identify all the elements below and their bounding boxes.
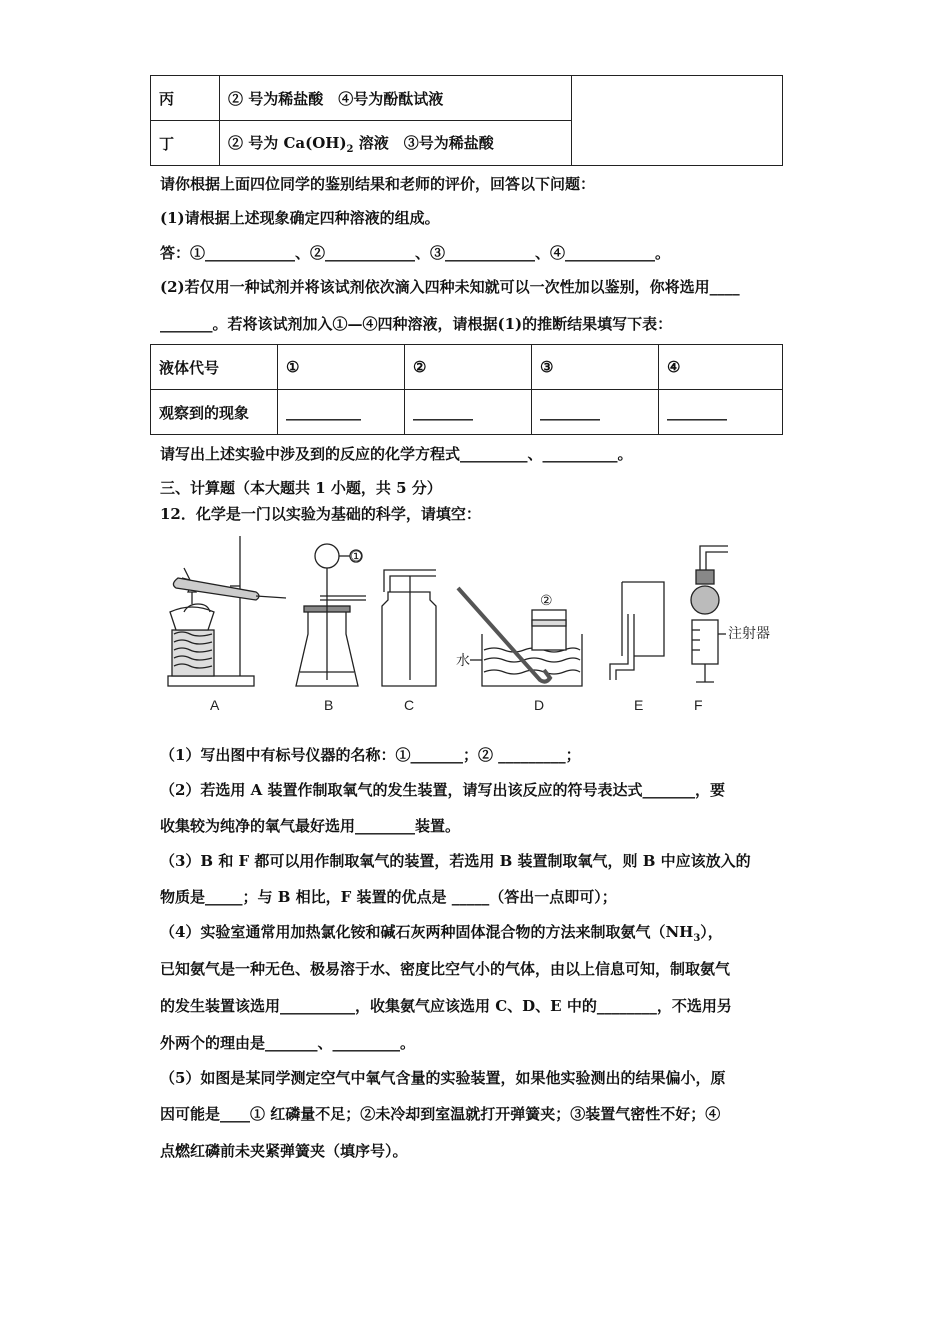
part-5-line2: 因可能是____① 红磷量不足；②未冷却到室温就打开弹簧夹；③装置气密性不好；④	[160, 1105, 721, 1123]
apparatus-d	[458, 588, 582, 686]
syringe-label: 注射器	[728, 625, 770, 641]
table-header: 液体代号	[151, 345, 278, 390]
part-5-line3: 点燃红磷前未夹紧弹簧夹（填序号）。	[160, 1142, 408, 1160]
observation-table	[150, 344, 783, 435]
table-header: ④	[659, 345, 783, 390]
question-2-line1: (2)若仅用一种试剂并将该试剂依次滴入四种未知就可以一次性加以鉴别，你将选用____	[160, 278, 740, 296]
table-cell: ________	[532, 390, 659, 435]
identification-table	[150, 75, 783, 166]
table-cell: ________	[405, 390, 532, 435]
table-header: ①	[278, 345, 405, 390]
table-header: ③	[532, 345, 659, 390]
part-4-line3: 的发生装置该选用__________，收集氨气应该选用 C、D、E 中的________，不选用另	[160, 997, 732, 1015]
table-header: ②	[405, 345, 532, 390]
question-2-line2: _______。若将该试剂加入①—④四种溶液，请根据(1)的推断结果填写下表：	[160, 315, 673, 333]
student-name: 丙	[151, 76, 220, 121]
label-c: C	[404, 697, 415, 713]
table-cell: __________	[278, 390, 405, 435]
part-1: （1）写出图中有标号仪器的名称：①_______；② _________；	[160, 746, 581, 764]
apparatus-f	[691, 546, 728, 682]
part-5-line1: （5）如图是某同学测定空气中氧气含量的实验装置，如果他实验测出的结果偏小，原	[160, 1069, 726, 1087]
part-2-line2: 收集较为纯净的氧气最好选用________装置。	[160, 817, 461, 835]
table-row	[151, 390, 783, 435]
identification-result: ② 号为 $Ca(OH)_2$ 溶液 ③号为稀盐酸	[220, 121, 572, 166]
apparatus-e	[610, 582, 664, 680]
water-label: 水	[456, 652, 470, 668]
equation-prompt: 请写出上述实验中涉及到的反应的化学方程式_________、__________。	[160, 445, 633, 463]
label-b: B	[324, 697, 334, 713]
mark-2: ②	[540, 592, 553, 608]
part-2-line1: （2）若选用 A 装置作制取氧气的发生装置，请写出该反应的符号表达式_______，要	[160, 781, 726, 799]
apparatus-c	[382, 570, 436, 686]
part-4-line4: 外两个的理由是_______、_________。	[160, 1034, 416, 1052]
table-row	[151, 76, 783, 121]
evaluation-cell	[572, 76, 783, 166]
apparatus-figure	[160, 530, 800, 720]
part-4-line2: 已知氨气是一种无色、极易溶于水、密度比空气小的气体，由以上信息可知，制取氨气	[160, 960, 731, 978]
table-row	[151, 345, 783, 390]
mark-1: ①	[350, 548, 363, 564]
apparatus-b	[296, 544, 366, 686]
student-name: 丁	[151, 121, 220, 166]
section-heading: 三、计算题（本大题共 1 小题，共 5 分）	[160, 479, 442, 497]
part-3-line2: 物质是_____；与 B 相比，F 装置的优点是 _____（答出一点即可）；	[160, 888, 617, 906]
table-cell: 观察到的现象	[151, 390, 278, 435]
label-f: F	[694, 697, 703, 713]
intro-text: 请你根据上面四位同学的鉴别结果和老师的评价，回答以下问题：	[160, 175, 596, 193]
question-12: 12．化学是一门以实验为基础的科学，请填空：	[160, 505, 481, 523]
question-1-answer: 答：①____________、②____________、③____________、④____________。	[160, 244, 671, 262]
label-d: D	[534, 697, 545, 713]
label-e: E	[634, 697, 644, 713]
label-a: A	[210, 697, 220, 713]
part-3-line1: （3）B 和 F 都可以用作制取氧气的装置，若选用 B 装置制取氧气，则 B 中应该放入的	[160, 852, 751, 870]
apparatus-a	[168, 536, 286, 686]
identification-result: ② 号为稀盐酸 ④号为酚酞试液	[220, 76, 572, 121]
table-cell: ________	[659, 390, 783, 435]
part-4-line1: （4）实验室通常用加热氯化铵和碱石灰两种固体混合物的方法来制取氨气$(NH_3)$，	[160, 923, 723, 944]
question-1: (1)请根据上述现象确定四种溶液的组成。	[160, 209, 440, 227]
